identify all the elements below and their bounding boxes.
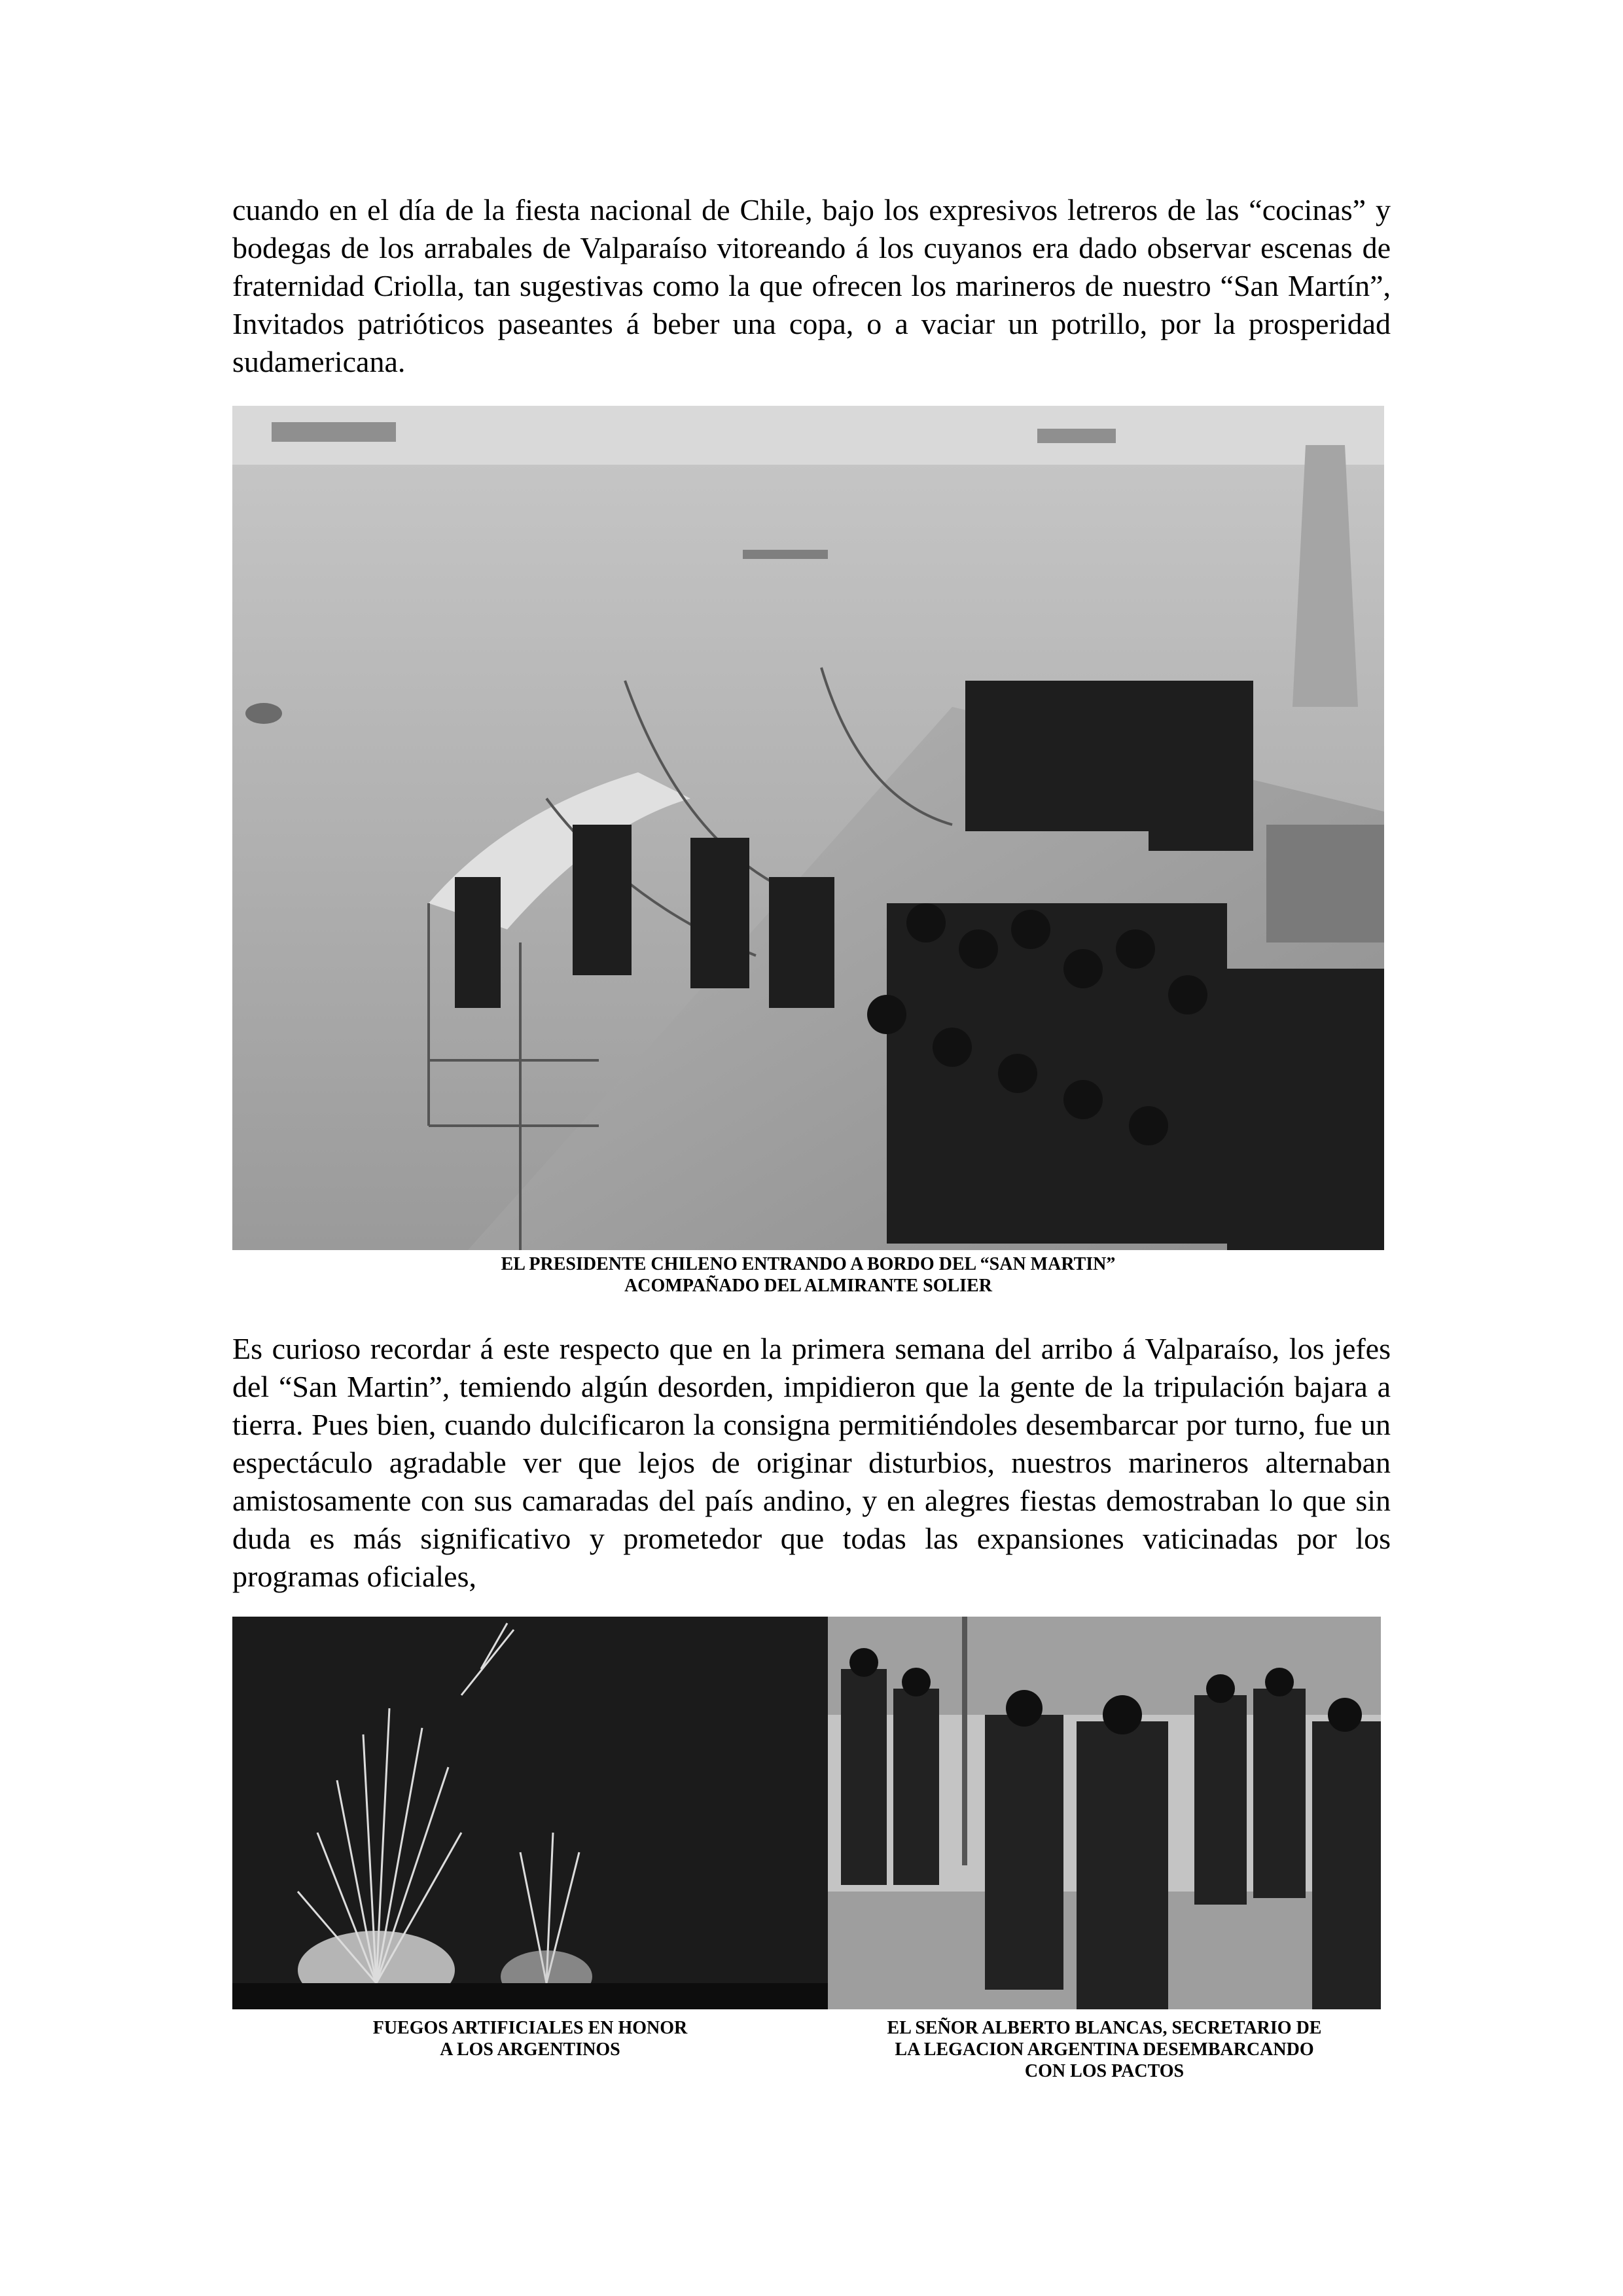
photo-alberto-blancas-illustration: [828, 1617, 1381, 2009]
paragraph-1: cuando en el día de la fiesta nacional de Chile, bajo los expresivos letreros de las “cocinas” y bodegas de los arrabales de Valparaíso vitoreando á los cuyanos era dado observar escenas de fraternidad Criolla, tan sugestivas como la que ofrecen los marineros de nuestro “San Martín”, Invitados patrióticos paseantes á beber una copa, o a vaciar un potrillo, por la prosperidad sudamericana.: [232, 193, 1391, 378]
caption-alberto-blancas: EL SEÑOR ALBERTO BLANCAS, SECRETARIO DE LA LEGACION ARGENTINA DESEMBARCANDO CON LOS PACTOS: [887, 2018, 1322, 2081]
paragraph-2: Es curioso recordar á este respecto que en la primera semana del arribo á Valparaíso, los jefes del “San Martin”, temiendo algún desorden, impidieron que la gente de la tripulación bajara a tierra. Pues bien, cuando dulcificaron la consigna permitiéndoles desembarcar por turno, fue un espectáculo agradable ver que lejos de originar disturbios, nuestros marineros alternaban amistosamente con sus camaradas del país andino, y en alegres fiestas demostraban lo que sin duda es más significativo y prometedor que todas las expansiones vaticinadas por los programas oficiales,: [232, 1332, 1391, 1593]
photo-fireworks: [232, 1617, 828, 2009]
photo-president-boarding-illustration: [232, 406, 1384, 1250]
caption-fireworks: FUEGOS ARTIFICIALES EN HONOR A LOS ARGENTINOS: [372, 2018, 688, 2060]
caption-president-boarding: EL PRESIDENTE CHILENO ENTRANDO A BORDO DEL “SAN MARTIN” ACOMPAÑADO DEL ALMIRANTE SOLIER: [501, 1254, 1116, 1296]
photo-fireworks-illustration: [232, 1617, 828, 2009]
photo-alberto-blancas: [828, 1617, 1381, 2009]
photo-president-boarding: [232, 406, 1384, 1250]
